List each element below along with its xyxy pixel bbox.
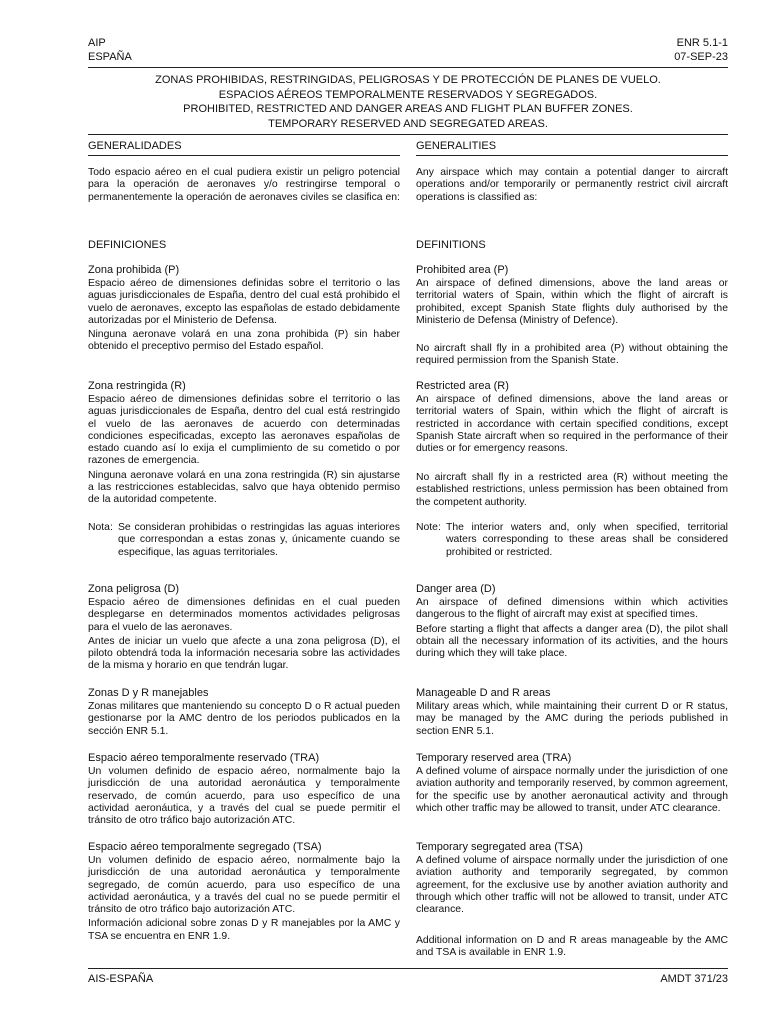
en-tsa-text2: Additional information on D and R areas manageable by the AMC and TSA is available in ENR 1.9. xyxy=(416,935,728,959)
en-r-title: Restricted area (R) xyxy=(416,380,509,392)
es-gen-text: Todo espacio aéreo en el cual pudiera existir un peligro potencial para la operación de aeronaves y/o restringirse temporal o permanentemente la operación de aeronaves civiles se clasifica en: xyxy=(88,167,400,203)
en-tsa-text1: A defined volume of airspace normally under the jurisdiction of one aviation authority and temporarily segregated, by common agreement, for the exclusive use by another aviation authority and through which other traffic will not be allowed to transit, under ATC clearance. xyxy=(416,855,728,916)
en-d-text2: Before starting a flight that affects a danger area (D), the pilot shall obtain all the necessary information of its activities, and the hours during which they will take place. xyxy=(416,623,728,660)
es-p-title: Zona prohibida (P) xyxy=(88,264,180,276)
en-gen-text: Any airspace which may contain a potential danger to aircraft operations and/or temporarily or permanently restrict civil aircraft operations is classified as: xyxy=(416,167,728,203)
es-tsa-title: Espacio aéreo temporalmente segregado (TSA) xyxy=(88,841,322,853)
header-section: ENR 5.1-1 xyxy=(676,37,728,49)
es-tra-title: Espacio aéreo temporalmente reservado (TRA) xyxy=(88,752,320,764)
en-tsa-title: Temporary segregated area (TSA) xyxy=(416,841,583,853)
es-p-text1: Espacio aéreo de dimensiones definidas sobre el territorio o las aguas jurisdiccionales de España, dentro del cual está prohibido el vuelo de aeronaves, excepto las españolas de estado debidamente autorizadas por el Ministerio de Defensa. xyxy=(88,278,400,326)
es-d-text1: Espacio aéreo de dimensiones definidas en el cual pueden desplegarse en determinados momentos actividades peligrosas para el vuelo de las aeronaves. xyxy=(88,597,400,633)
es-r-text1: Espacio aéreo de dimensiones definidas sobre el territorio o las aguas jurisdiccionales de España, dentro del cual está restringido el vuelo de las aeronaves de acuerdo con determinadas condiciones especificadas, excepto las aeronaves españolas de estado cuando así lo exija el cumplimiento de su cometido o por razones de emergencia. xyxy=(88,394,400,467)
rule-es xyxy=(88,155,400,156)
es-r-title: Zona restringida (R) xyxy=(88,380,186,392)
es-note-label: Nota: xyxy=(88,522,113,533)
es-d-title: Zona peligrosa (D) xyxy=(88,583,180,595)
en-tra-title: Temporary reserved area (TRA) xyxy=(416,752,572,764)
footer-amendment: AMDT 371/23 xyxy=(660,973,728,985)
header-aip: AIP xyxy=(88,37,106,49)
title-line-2: ESPACIOS AÉREOS TEMPORALMENTE RESERVADOS Y SEGREGADOS. xyxy=(218,88,598,101)
en-definitions: DEFINITIONS xyxy=(416,239,486,251)
en-p-text2: No aircraft shall fly in a prohibited area (P) without obtaining the required permission from the Spanish State. xyxy=(416,343,728,367)
es-tra-text: Un volumen definido de espacio aéreo, normalmente bajo la jurisdicción de una autoridad aeronáutica y temporalmente reservado, de común acuerdo, para uso específico de una actividad aeronáutica, y a través del cual se puede permitir el tránsito de otro tráfico bajo autorización ATC. xyxy=(88,766,400,827)
en-p-text1: An airspace of defined dimensions, above the land areas or territorial waters of Spain, within which the flight of aircraft is prohibited, except Spanish State flights duly authorised by the Ministerio de Defensa (Ministry of Defence). xyxy=(416,278,728,326)
header-date: 07-SEP-23 xyxy=(674,51,728,63)
en-r-text1: An airspace of defined dimensions, above the land areas or territorial waters of Spain, within which the flight of aircraft is restricted in accordance with certain specified conditions, except Spanish State aircraft when so required in the performance of their duties or for emergency reasons. xyxy=(416,394,728,455)
title-line-1: ZONAS PROHIBIDAS, RESTRINGIDAS, PELIGROSAS Y DE PROTECCIÓN DE PLANES DE VUELO. xyxy=(155,74,661,86)
en-dr-title: Manageable D and R areas xyxy=(416,687,551,699)
rule-en xyxy=(416,155,728,156)
heading-generalidades: GENERALIDADES xyxy=(88,140,182,152)
heading-generalities: GENERALITIES xyxy=(416,140,497,152)
title-line-3: PROHIBITED, RESTRICTED AND DANGER AREAS AND FLIGHT PLAN BUFFER ZONES. xyxy=(183,103,633,115)
footer-rule xyxy=(88,968,728,969)
en-d-text1: An airspace of defined dimensions within which activities dangerous to the flight of aircraft may exist at specified times. xyxy=(416,597,728,621)
en-note xyxy=(416,522,728,559)
es-dr-title: Zonas D y R manejables xyxy=(88,687,209,699)
es-p-text2: Ninguna aeronave volará en una zona prohibida (P) sin haber obtenido el preceptivo permiso del Estado español. xyxy=(88,329,400,353)
en-note-label: Note: xyxy=(416,522,441,533)
es-r-text2: Ninguna aeronave volará en una zona restringida (R) sin ajustarse a las restricciones establecidas, salvo que haya obtenido permiso de la autoridad competente. xyxy=(88,469,400,506)
footer-publisher: AIS-ESPAÑA xyxy=(88,973,154,985)
en-note-text: The interior waters and, only when specified, territorial waters corresponding to these areas shall be considered prohibited or restricted. xyxy=(446,522,728,558)
es-note xyxy=(88,522,400,559)
title-line-4: TEMPORARY RESERVED AND SEGREGATED AREAS. xyxy=(268,117,548,130)
en-d-title: Danger area (D) xyxy=(416,583,496,595)
es-note-text: Se consideran prohibidas o restringidas las aguas interiores que correspondan a estas zonas y, únicamente cuando se especifique, las aguas territoriales. xyxy=(118,522,400,558)
es-d-text2: Antes de iniciar un vuelo que afecte a una zona peligrosa (D), el piloto obtendrá toda la información necesaria sobre las actividades de la misma y horario en que tendrán lugar. xyxy=(88,635,400,672)
en-p-title: Prohibited area (P) xyxy=(416,264,509,276)
page-header xyxy=(88,36,728,66)
es-tsa-text1: Un volumen definido de espacio aéreo, normalmente bajo la jurisdicción de una autoridad aeronáutica y temporalmente segregado, de común acuerdo, para uso específico de una actividad aeronáutica, y a través del cual no se puede permitir el tránsito de otro tráfico bajo autorización ATC. xyxy=(88,855,400,916)
header-rule xyxy=(88,67,728,68)
es-tsa-text2: Información adicional sobre zonas D y R manejables por la AMC y TSA se encuentra en ENR 1.9. xyxy=(88,918,400,942)
en-r-text2: No aircraft shall fly in a restricted area (R) without meeting the established restrictions, unless permission has been obtained from the competent authority. xyxy=(416,472,728,508)
title-rule xyxy=(88,134,728,135)
en-tra-text: A defined volume of airspace normally under the jurisdiction of one aviation authority and temporarily reserved, by common agreement, for the specific use by another aeronautical activity and through which other traffic may be allowed to transit, under ATC clearance. xyxy=(416,766,728,814)
header-country: ESPAÑA xyxy=(88,51,132,63)
document-page xyxy=(88,0,728,1024)
page-title xyxy=(88,73,728,131)
en-dr-text: Military areas which, while maintaining their current D or R status, may be managed by the AMC during the periods published in section ENR 5.1. xyxy=(416,701,728,737)
es-dr-text: Zonas militares que manteniendo su concepto D o R actual pueden gestionarse por la AMC dentro de los periodos publicados en la sección ENR 5.1. xyxy=(88,701,400,737)
es-definiciones: DEFINICIONES xyxy=(88,239,167,251)
